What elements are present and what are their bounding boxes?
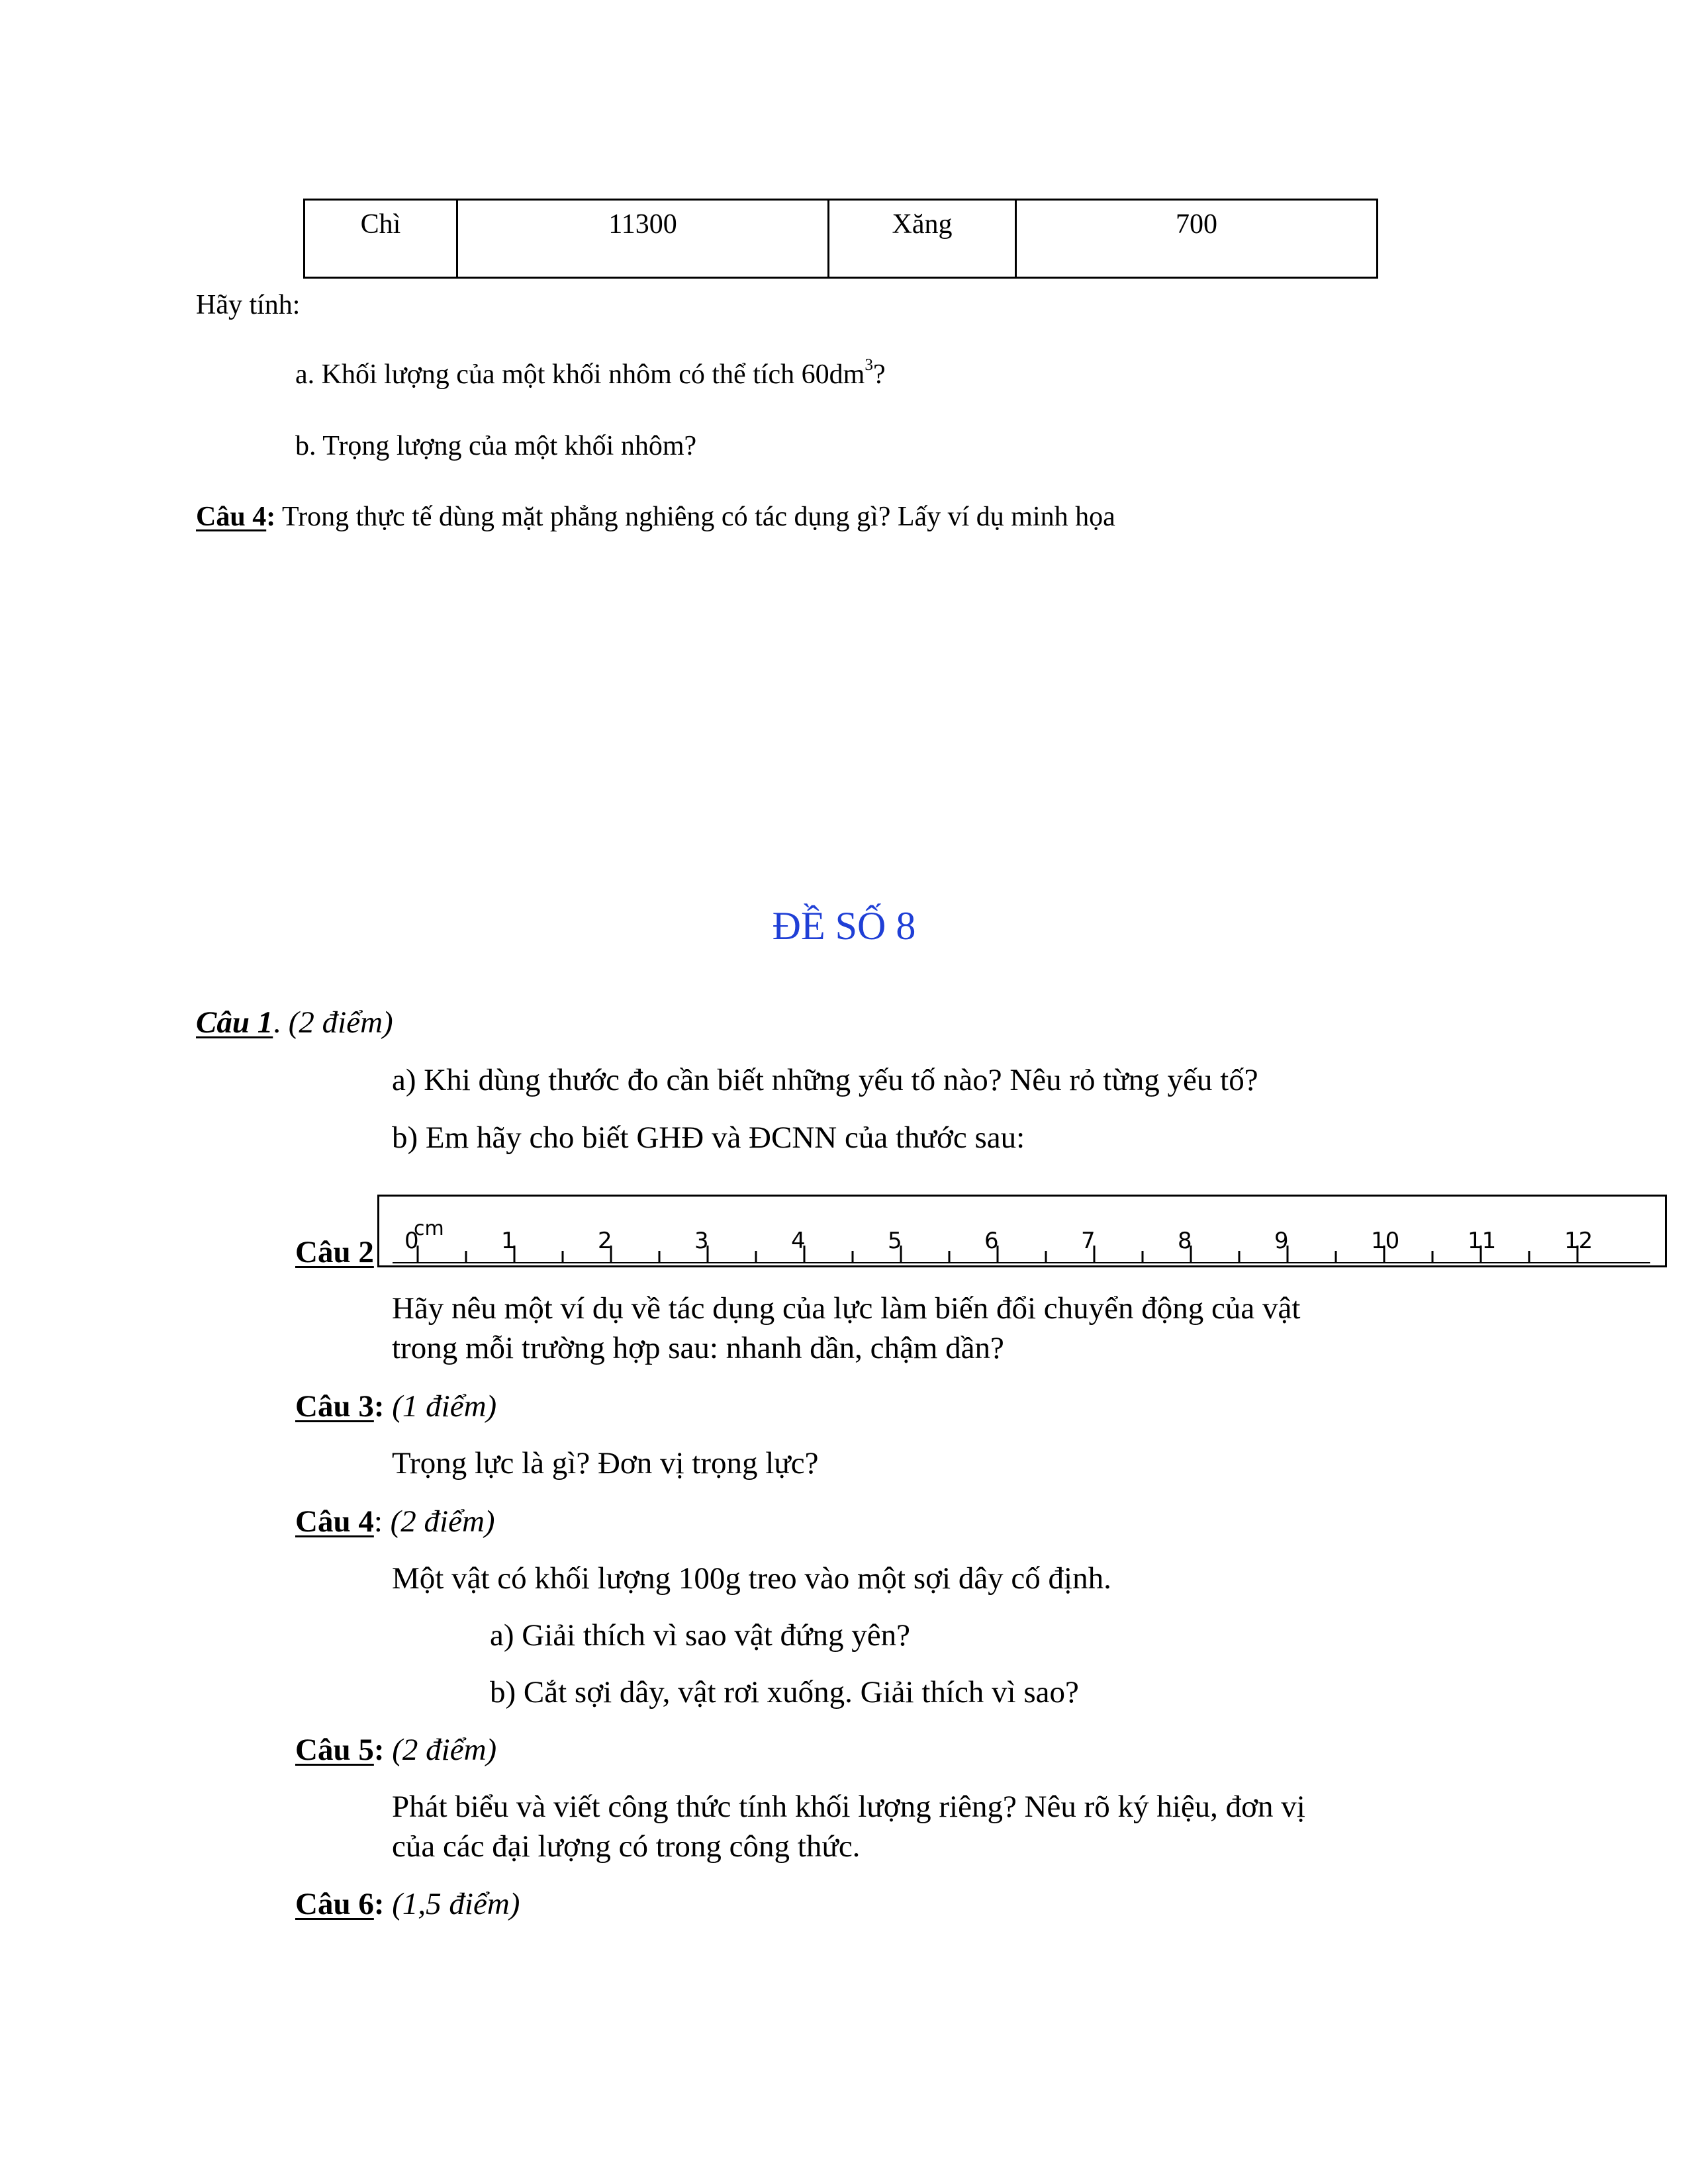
cau3-points: (1 điểm) xyxy=(384,1389,497,1424)
ruler-label: 3 xyxy=(694,1228,709,1254)
cau1-points: (2 điểm) xyxy=(281,1005,393,1040)
cau4-points: (2 điểm) xyxy=(382,1504,495,1539)
exam-title: ĐỀ SỐ 8 xyxy=(772,904,916,948)
cau1-b: b) Em hãy cho biết GHĐ và ĐCNN của thước sau: xyxy=(392,1120,1025,1155)
ruler-label: 6 xyxy=(984,1228,999,1254)
ruler xyxy=(377,1195,1667,1267)
cau1-heading xyxy=(196,1005,393,1040)
question-a-end: ? xyxy=(872,359,886,390)
ruler-label: 12 xyxy=(1564,1228,1593,1254)
cau5-heading xyxy=(295,1732,496,1768)
cau3-colon: : xyxy=(373,1389,385,1424)
cau2-label: Câu 2 xyxy=(295,1235,374,1269)
ruler-label: 11 xyxy=(1468,1228,1497,1254)
cau1-dot: . xyxy=(273,1005,281,1040)
ruler-svg xyxy=(379,1197,1669,1269)
table-cell: 700 xyxy=(1016,200,1378,278)
cau5-colon: : xyxy=(373,1733,385,1767)
cau1-a: a) Khi dùng thước đo cần biết những yếu tố nào? Nêu rỏ từng yếu tố? xyxy=(392,1063,1258,1097)
cau6-label: Câu 6 xyxy=(295,1887,374,1921)
prev-cau4-label: Câu 4 xyxy=(196,502,267,532)
cau5-line1: Phát biểu và viết công thức tính khối lượng riêng? Nêu rõ ký hiệu, đơn vị xyxy=(392,1790,1305,1824)
table-cell: Xăng xyxy=(829,200,1016,278)
ruler-label: 4 xyxy=(791,1228,806,1254)
ruler-label: 1 xyxy=(501,1228,516,1254)
table-cell: Chì xyxy=(305,200,457,278)
question-a xyxy=(295,355,886,390)
ruler-label: 8 xyxy=(1178,1228,1192,1254)
ruler-label: 7 xyxy=(1081,1228,1096,1254)
cau4-label: Câu 4 xyxy=(295,1504,374,1539)
question-b: b. Trọng lượng của một khối nhôm? xyxy=(295,431,697,461)
cau3-text: Trọng lực là gì? Đơn vị trọng lực? xyxy=(392,1446,819,1480)
cau6-heading xyxy=(295,1886,520,1922)
cau2-heading xyxy=(295,1234,374,1270)
table-row xyxy=(305,200,1378,278)
cau4-colon: : xyxy=(373,1504,383,1539)
density-table xyxy=(303,199,1378,279)
cau3-heading xyxy=(295,1388,496,1424)
cau5-line2: của các đại lượng có trong công thức. xyxy=(392,1829,861,1864)
ruler-unit: cm xyxy=(414,1217,444,1240)
prev-cau4-colon: : xyxy=(266,502,276,532)
cau2-line1: Hãy nêu một ví dụ về tác dụng của lực làm biến đổi chuyển động của vật xyxy=(392,1291,1301,1326)
cau6-colon: : xyxy=(373,1887,385,1921)
prev-cau4-text: Trong thực tế dùng mặt phẳng nghiêng có tác dụng gì? Lấy ví dụ minh họa xyxy=(275,502,1115,532)
cau6-points: (1,5 điểm) xyxy=(384,1887,520,1921)
question-a-text: a. Khối lượng của một khối nhôm có thể tích 60dm xyxy=(295,359,865,390)
ruler-label: 10 xyxy=(1371,1228,1400,1254)
superscript: 3 xyxy=(865,355,873,374)
cau1-label: Câu 1 xyxy=(196,1005,273,1040)
ruler-label: 0 xyxy=(404,1228,419,1254)
cau5-label: Câu 5 xyxy=(295,1733,374,1767)
table-cell: 11300 xyxy=(457,200,829,278)
cau4-a: a) Giải thích vì sao vật đứng yên? xyxy=(490,1618,910,1653)
prev-cau4 xyxy=(196,501,1115,533)
cau4-b: b) Cắt sợi dây, vật rơi xuống. Giải thích vì sao? xyxy=(490,1675,1079,1709)
ruler-label: 2 xyxy=(598,1228,612,1254)
cau5-points: (2 điểm) xyxy=(384,1733,497,1767)
hay-tinh: Hãy tính: xyxy=(196,290,301,320)
cau4-heading xyxy=(295,1504,495,1539)
cau2-line2: trong mỗi trường hợp sau: nhanh dần, chậm dần? xyxy=(392,1331,1004,1365)
cau3-label: Câu 3 xyxy=(295,1389,374,1424)
ruler-label: 5 xyxy=(888,1228,902,1254)
cau4-text: Một vật có khối lượng 100g treo vào một sợi dây cố định. xyxy=(392,1561,1111,1596)
ruler-label: 9 xyxy=(1274,1228,1289,1254)
